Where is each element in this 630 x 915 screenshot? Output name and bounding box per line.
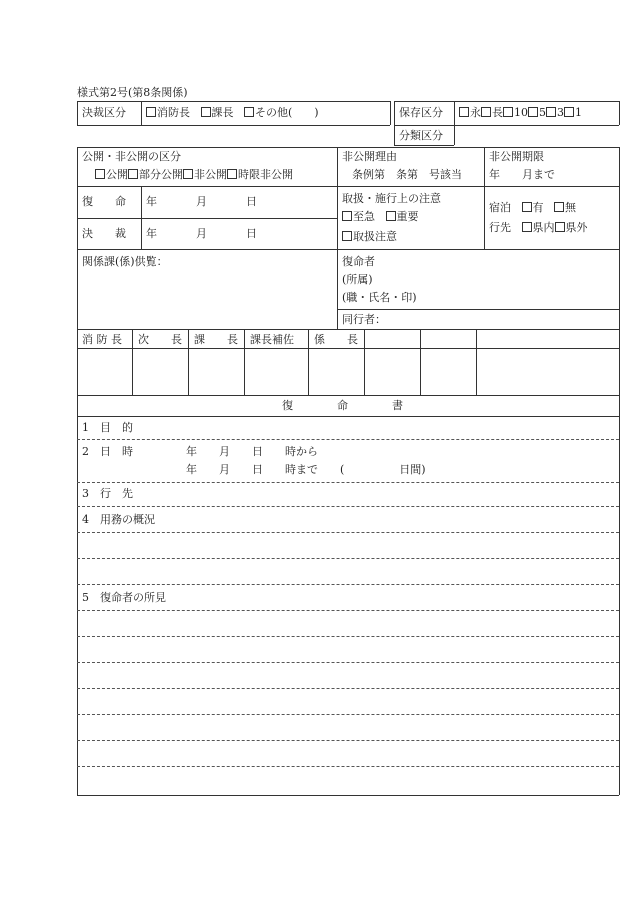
reason-title: 非公開理由 [342,150,397,163]
companion-label: 同行者： [342,313,386,326]
checkbox-icon[interactable] [481,107,491,117]
name-seal-label: (職・氏名・印) [342,291,417,304]
period-title: 非公開期限 [489,150,544,163]
destination-row: 行先 県内 県外 [489,221,588,234]
retention-label: 保存区分 [399,106,443,119]
item-opinion: 5 復命者の所見 [82,591,166,604]
reporter-label: 復命者 [342,255,375,268]
checkbox-icon[interactable] [227,169,237,179]
approver-subsection-chief: 係 長 [314,333,358,346]
approver-section-chief: 課 長 [194,333,238,346]
checkbox-icon[interactable] [201,107,211,117]
retention-options: 永 長 10 5 3 1 [459,107,582,118]
checkbox-icon[interactable] [244,107,254,117]
report-date-label: 復 命 [82,195,126,208]
approver-assistant-chief: 課長補佐 [250,333,294,346]
datetime-to: 年 月 日 時まで ( 日間) [186,463,426,476]
checkbox-icon[interactable] [546,107,556,117]
lodging-row: 宿泊 有 無 [489,201,576,214]
classification-label: 分類区分 [399,129,443,142]
decision-label: 決裁区分 [82,106,126,119]
approval-day: 日 [246,227,257,240]
item-purpose: 1 目 的 [82,421,133,434]
checkbox-icon[interactable] [554,202,564,212]
handling-options-row2: 取扱注意 [342,231,397,242]
datetime-from: 年 月 日 時から [186,445,318,458]
report-month: 月 [196,195,207,208]
report-title: 復 命 書 [282,399,403,412]
item-datetime: 2 日 時 [82,445,133,458]
report-day: 日 [246,195,257,208]
checkbox-icon[interactable] [146,107,156,117]
checkbox-icon[interactable] [342,211,352,221]
checkbox-icon[interactable] [522,222,532,232]
item-destination: 3 行 先 [82,487,133,500]
checkbox-icon[interactable] [95,169,105,179]
approval-month: 月 [196,227,207,240]
approval-date-label: 決 裁 [82,227,126,240]
reason-text: 条例第 条第 号該当 [352,168,462,181]
checkbox-icon[interactable] [564,107,574,117]
affiliation-label: (所属) [342,273,373,286]
report-year: 年 [146,195,157,208]
disclosure-title: 公開・非公開の区分 [82,150,181,163]
form-label: 様式第2号(第8条関係) [77,86,188,99]
checkbox-icon[interactable] [183,169,193,179]
approval-year: 年 [146,227,157,240]
checkbox-icon[interactable] [459,107,469,117]
period-text: 年 月まで [489,168,555,181]
approver-fire-chief: 消 防 長 [82,333,122,346]
decision-options: 消防長 課長 その他( ) [146,107,319,118]
handling-options-row1: 至急 重要 [342,211,419,222]
checkbox-icon[interactable] [503,107,513,117]
checkbox-icon[interactable] [522,202,532,212]
approver-deputy: 次 長 [138,333,182,346]
checkbox-icon[interactable] [128,169,138,179]
checkbox-icon[interactable] [386,211,396,221]
disclosure-options: 公開 部分公開 非公開 時限非公開 [95,169,293,180]
checkbox-icon[interactable] [555,222,565,232]
checkbox-icon[interactable] [342,231,352,241]
checkbox-icon[interactable] [528,107,538,117]
item-summary: 4 用務の概況 [82,513,155,526]
related-label: 関係課(係)供覧： [82,255,168,268]
handling-title: 取扱・施行上の注意 [342,192,441,205]
